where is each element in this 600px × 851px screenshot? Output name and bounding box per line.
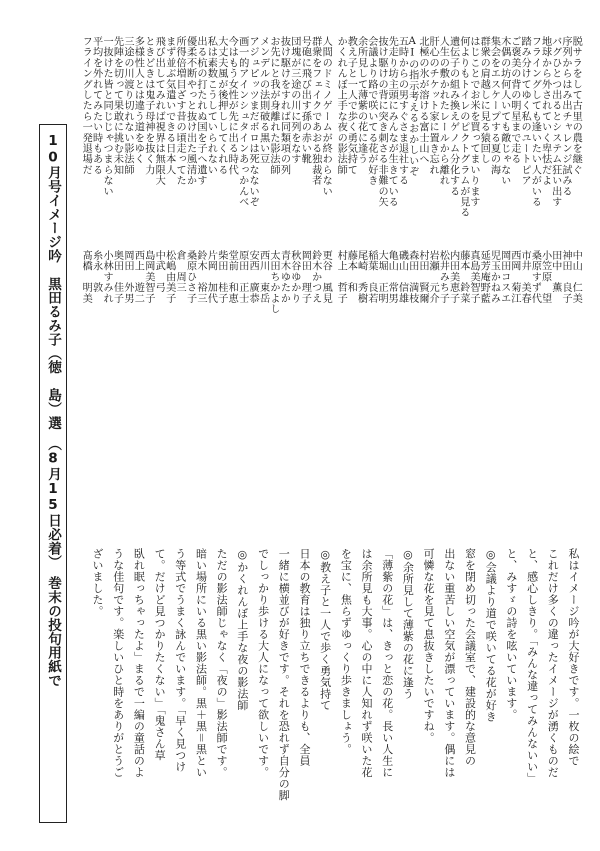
poem-text: 先陣を切って果敢に挑む未知	[111, 36, 123, 176]
poem-author: 秋谷ゆかり	[288, 250, 300, 304]
commentary-line: 暗い場所にいる黒い影法師。黒＋黒＝黒とい	[194, 548, 208, 778]
commentary-line: 一緒に横並びが好きです。それを恐れず自分の脚	[277, 548, 291, 801]
poem-text: 所得倍増目ざす昔の頃走ってた	[174, 36, 186, 186]
poem-author: 堂前 和恵	[226, 250, 238, 304]
poem-author: 鈴木 裕三	[194, 250, 206, 304]
poem-text: AIの指示考えるおかしいぞ	[406, 36, 418, 177]
commentary-line: 窓を閉め切った会議室で、建設的な意見の	[463, 548, 477, 767]
poem-author: 桑原ひさ子	[184, 250, 196, 304]
poem-text: 余所見して薄紫の花に逢う	[355, 36, 367, 165]
poem-author: 奥田 佳子	[111, 250, 123, 304]
poem-text: 私は素数こうしていられない	[205, 36, 217, 176]
poem-author: 西岡 菊江	[508, 250, 520, 304]
commentary-line: これだけ多くの違ったイメージが湧くものだ	[546, 548, 560, 778]
poem-author: 亀山 常男	[386, 250, 398, 304]
poem-text: はじことでお米を買ってまいります	[468, 36, 480, 208]
poem-author: 尾崎 秀樹	[355, 250, 367, 304]
poem-author: 磯山 信雄	[396, 250, 408, 304]
poem-text: 序列からはみ出チャレンジ試みる	[559, 36, 571, 197]
poem-text: まず並ぶ気遣いできる日本人	[163, 36, 175, 176]
commentary-line: でしっかり歩ける大人になって欲しいです。	[256, 548, 270, 778]
poem-author: 倉 周三	[174, 250, 186, 293]
poem-text: 大丈夫風が後押ししてくれる	[215, 36, 227, 176]
poem-text: ときどきは鬼子母神を抜く力	[142, 36, 154, 176]
commentary-line: ただの影法師じゃなく「夜の」影法師です。	[215, 548, 229, 778]
poem-author: 青木ゆたか	[278, 250, 290, 304]
poem-author: 児玉かねみ	[488, 250, 500, 304]
poem-author: 片岡 加代	[205, 250, 217, 304]
poem-author: 中山 仁美	[570, 250, 582, 304]
poem-author: 真島美智子	[468, 250, 480, 304]
poem-text: 平均を外れてみたい時もある	[90, 36, 102, 176]
poem-text: 三途の川渡り切れない影法師	[121, 36, 133, 176]
commentary-quote: ◎会議より道で咲いてる花が好き	[484, 548, 498, 723]
poem-author: 田中 薫	[549, 250, 561, 293]
poem-text: 集会をエスケープする夏の海	[488, 36, 500, 176]
poem-text: メンデルの法則破る黒い豆	[257, 36, 269, 165]
poem-author: 糸永 敦	[90, 250, 102, 293]
commentary-quote: ◎教え子と一人で歩く勇気持て	[318, 548, 332, 711]
commentary-line: 出ない重苦しい空気が漂っています。偶には	[442, 548, 456, 778]
poem-text: 多様性人とは違う道をゆく	[132, 36, 144, 165]
commentary-line: 日本の教育は独り立ちできるよりも、全員	[297, 548, 311, 767]
poem-author: 藤本 和	[345, 250, 357, 293]
poem-author: 西川 東岳	[257, 250, 269, 304]
poem-author: 松井みち子	[437, 250, 449, 304]
commentary-quote: ◎余所見して薄紫の花に逢う	[401, 548, 415, 700]
commentary-line: 「薄紫の花」は、きっと恋の花。長い人生に	[380, 548, 394, 778]
poem-text: フライングしたら一発退場だ	[80, 36, 92, 176]
poem-author: 内田美恵子	[447, 250, 459, 304]
commentary-quote: ◎かくれんぼ上手な夜の影法師	[235, 548, 249, 711]
commentary-line: うな佳句です。楽しいひと時をありがとうご	[111, 548, 125, 778]
poem-author: 西上 遊二	[132, 250, 144, 304]
poem-author: 神田 良子	[559, 250, 571, 304]
poem-text: 抜け駆けの背に突き刺さる非難の矢	[376, 36, 388, 208]
poem-author: 小笠原 望	[539, 250, 551, 304]
poem-text: 教え子と一人で歩く勇気持て	[345, 36, 357, 176]
poem-text: 一抜けた皆と同じじゃつまらない	[101, 36, 113, 197]
poem-author: 岡田 外男	[121, 250, 133, 304]
poem-text: 脱サラをして古里の農を継ぐ	[570, 36, 582, 176]
poem-text: ご褒美の背の明星まで走る	[508, 36, 520, 165]
poem-text: 木偶の坊何人いても敵じゃない	[498, 36, 510, 186]
poem-text: 会議より路で咲いてる花が好き	[365, 36, 377, 186]
poem-author: 小林すみれ	[101, 250, 113, 304]
poem-text: かくれんぼ上手な夜の影法師	[335, 36, 347, 176]
poem-text: バグひとつ出るとシステム狂い出す	[549, 36, 561, 208]
poem-author: 森田 満枝	[406, 250, 418, 304]
poem-author: 延芳庵野藍	[478, 250, 490, 304]
commentary-line: て。だけど見つかりたくない」「鬼さん草	[153, 548, 167, 761]
commentary-line: を宝に、焦らずゆっくり歩きましょう。	[339, 548, 353, 755]
poem-author: 稲葉 良若	[365, 250, 377, 304]
poem-author: 岩瀬 元介	[427, 250, 439, 304]
poem-text: お先にと我が身離れた影法師	[268, 36, 280, 176]
poem-text: 遺伝子の組み換えゲノム分化する	[447, 36, 459, 197]
poem-author: 原田 正士	[236, 250, 248, 304]
poem-text: 先走り坊主頭にみんなが生きている	[386, 36, 398, 208]
poem-author: 太田ちかよし	[268, 250, 280, 315]
commentary-line: は余所見も大事。心の中に人知れず咲いた花	[360, 548, 374, 778]
poem-text: アジュピッツまだボロは死なないぞ	[247, 36, 259, 208]
poem-text: 人間のドミノゲームが終わらない	[320, 36, 332, 197]
poem-author: 岡田 理子	[299, 250, 311, 304]
poem-author: 中武 弓	[153, 250, 165, 293]
poem-text: 団塊が三途の川に列をなす	[288, 36, 300, 165]
commentary-line: ざいました。	[91, 548, 104, 617]
poem-text: 優柔不断やっと抜け出た風清か	[184, 36, 196, 186]
poem-text: 画一的アインシュタインあっかんべ	[236, 36, 248, 208]
poem-text: 五時からの男すぐさま退社する	[396, 36, 408, 186]
poem-text: 肝心のチケット家に置き忘れ	[427, 36, 439, 176]
poem-author: 髙橋 明美	[80, 250, 92, 304]
commentary-line: と、みすゞの詩を呟いています。	[504, 548, 518, 721]
poem-text: 北極の氷が溶ける富士山へ	[416, 36, 428, 165]
commentary-line: う等式でうまく詠んでいます。「早く見つけ	[173, 548, 187, 773]
poem-author: 柴田 桂子	[215, 250, 227, 304]
poem-author: 安西 廣恭	[247, 250, 259, 304]
poem-author: 島岡美智子	[142, 250, 154, 304]
commentary-line: 私はイメージ吟が大好きです。一枚の絵で	[567, 548, 580, 767]
poem-author: 市井 美春	[519, 250, 531, 304]
poem-text: 出る杭の打たれぬ国を子へ遺す	[194, 36, 206, 186]
poem-author: 大堀 正明	[376, 250, 388, 304]
poem-text: 飛び出してみれば視界は無限大	[153, 36, 165, 186]
poem-text: フライングしても逢いたい人がいる	[529, 36, 541, 208]
poem-text: 号砲に飛び出す孫の赤い靴	[299, 36, 311, 165]
poem-author: 村上 哲子	[335, 250, 347, 304]
column-header-title: 10月号イメージ吟 黒田るみ子（徳 島）選 （8月15日必着） 巻末の投句用紙で	[45, 133, 61, 688]
poem-author: 桑原すず代	[529, 250, 541, 304]
commentary-line: 可憐な花を見て息抜きしたいですね。	[422, 548, 436, 744]
column-header-box	[39, 124, 67, 823]
commentary-line: 臥れ眠っちゃったよ」まるで一編の童話のよ	[132, 548, 146, 778]
poem-text: 群衆をフェイクであおる独裁者	[309, 36, 321, 186]
poem-author: 更谷 風見	[320, 250, 332, 304]
poem-text: 踏み分けてゆく私のユートピア	[519, 36, 531, 186]
poem-author: 松嶋由美子	[163, 250, 175, 304]
poem-text: 今はもう女性が先に出る時代	[226, 36, 238, 176]
commentary-line: と、感心しきり。「みんな違ってみんないい」	[525, 548, 539, 784]
poem-text: 何よりもトイレのピクトグラムが見る	[457, 36, 469, 218]
poem-text: 地球から外されていく卑怯だよ	[539, 36, 551, 186]
poem-text: 群衆の肩越しに見る猿回し	[478, 36, 490, 165]
poem-text: 抜け駆けをすれば同類項の列	[278, 36, 290, 176]
poem-author: 鈴木かつえ	[309, 250, 321, 304]
poem-author: 村田 賢爾	[416, 250, 428, 304]
poem-author: 岡田コスエ	[498, 250, 510, 304]
poem-text: 人生の敷かれたレールから離れ	[437, 36, 449, 186]
poem-author: 藤本 鈴菜	[457, 250, 469, 304]
